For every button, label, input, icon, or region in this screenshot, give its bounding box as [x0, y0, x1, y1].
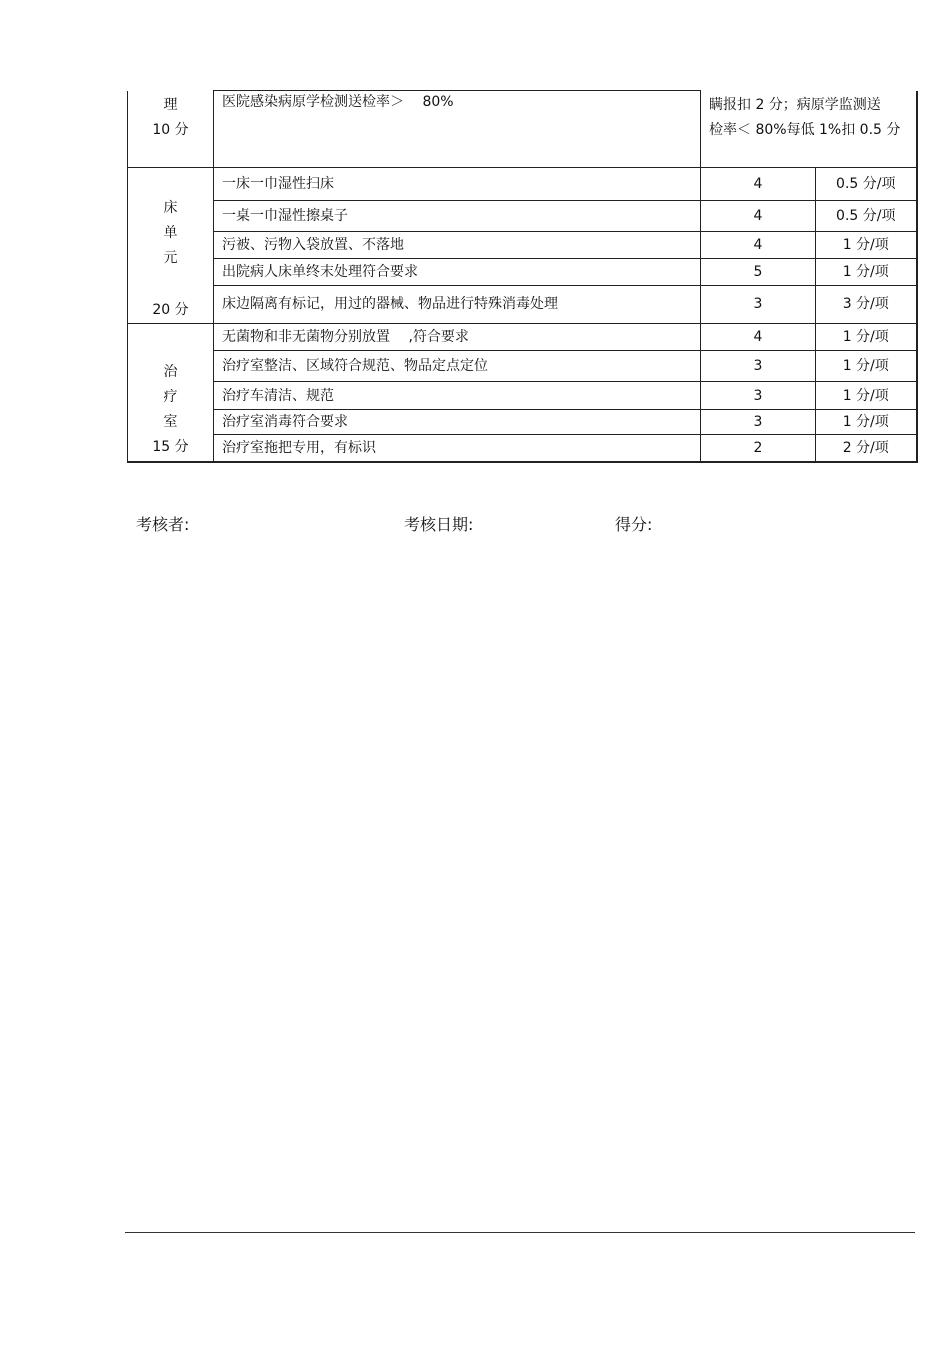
- deduction-cell: 1 分/项: [816, 351, 917, 382]
- item-cell: [214, 91, 701, 168]
- table-row: [128, 351, 917, 382]
- item-cell: 一床一巾湿性扫床: [214, 168, 701, 201]
- item-cell: 治疗室拖把专用，有标识: [214, 435, 701, 462]
- table-row: [128, 258, 917, 285]
- table-row: [128, 435, 917, 462]
- table-row: [128, 410, 917, 435]
- category-score: 10 分: [152, 121, 189, 138]
- points-cell: 4: [701, 168, 816, 201]
- item-cell: 床边隔离有标记，用过的器械、物品进行特殊消毒处理: [214, 285, 701, 323]
- deduction-cell: 1 分/项: [816, 258, 917, 285]
- deduction-cell: 1 分/项: [816, 232, 917, 259]
- score-label: 得分:: [615, 515, 653, 534]
- item-cell: 治疗车清洁、规范: [214, 382, 701, 410]
- deduction-cell: 0.5 分/项: [816, 201, 917, 232]
- points-cell: 4: [701, 201, 816, 232]
- scoring-cell: [701, 91, 917, 168]
- deduction-cell: 0.5 分/项: [816, 168, 917, 201]
- item-cell: 无菌物和非无菌物分别放置 ,符合要求: [214, 324, 701, 351]
- assessor-label: 考核者:: [136, 515, 190, 534]
- item-cell: 出院病人床单终末处理符合要求: [214, 258, 701, 285]
- points-cell: 3: [701, 382, 816, 410]
- category-label: 元: [163, 250, 178, 266]
- category-label: 室: [163, 414, 178, 430]
- assessment-table: [127, 90, 918, 463]
- deduction-cell: 1 分/项: [816, 410, 917, 435]
- category-label: 疗: [163, 389, 178, 405]
- scoring-line: 检率＜ 80%每低 1%扣 0.5 分: [709, 121, 901, 138]
- table-row: [128, 324, 917, 351]
- date-label: 考核日期:: [404, 515, 474, 534]
- item-cell: 治疗室整洁、区域符合规范、物品定点定位: [214, 351, 701, 382]
- page-footer-rule: [125, 1232, 915, 1233]
- category-cell: [128, 91, 214, 168]
- category-cell: [128, 168, 214, 324]
- points-cell: 3: [701, 410, 816, 435]
- deduction-cell: 2 分/项: [816, 435, 917, 462]
- points-cell: 4: [701, 324, 816, 351]
- table-row: [128, 168, 917, 201]
- deduction-cell: 3 分/项: [816, 285, 917, 323]
- table-row: [128, 232, 917, 259]
- category-label: 床: [163, 200, 178, 216]
- category-label: 单: [163, 225, 178, 241]
- table-row: [128, 201, 917, 232]
- item-cell: 污被、污物入袋放置、不落地: [214, 232, 701, 259]
- deduction-cell: 1 分/项: [816, 324, 917, 351]
- points-cell: 3: [701, 285, 816, 323]
- deduction-cell: 1 分/项: [816, 382, 917, 410]
- table-row: [128, 91, 917, 168]
- category-score: 20 分: [152, 302, 189, 318]
- category-label: 理: [163, 96, 178, 113]
- category-score: 15 分: [152, 439, 189, 455]
- scoring-line: 瞒报扣 2 分；病原学监测送: [709, 96, 881, 113]
- table-row: [128, 382, 917, 410]
- table-row: [128, 285, 917, 323]
- points-cell: 5: [701, 258, 816, 285]
- item-cell: 一桌一巾湿性擦桌子: [214, 201, 701, 232]
- item-text: 医院感染病原学检测送检率＞ 80%: [222, 94, 454, 110]
- points-cell: 3: [701, 351, 816, 382]
- category-label: 治: [163, 364, 178, 380]
- points-cell: 4: [701, 232, 816, 259]
- points-cell: 2: [701, 435, 816, 462]
- category-cell: [128, 324, 214, 462]
- item-cell: 治疗室消毒符合要求: [214, 410, 701, 435]
